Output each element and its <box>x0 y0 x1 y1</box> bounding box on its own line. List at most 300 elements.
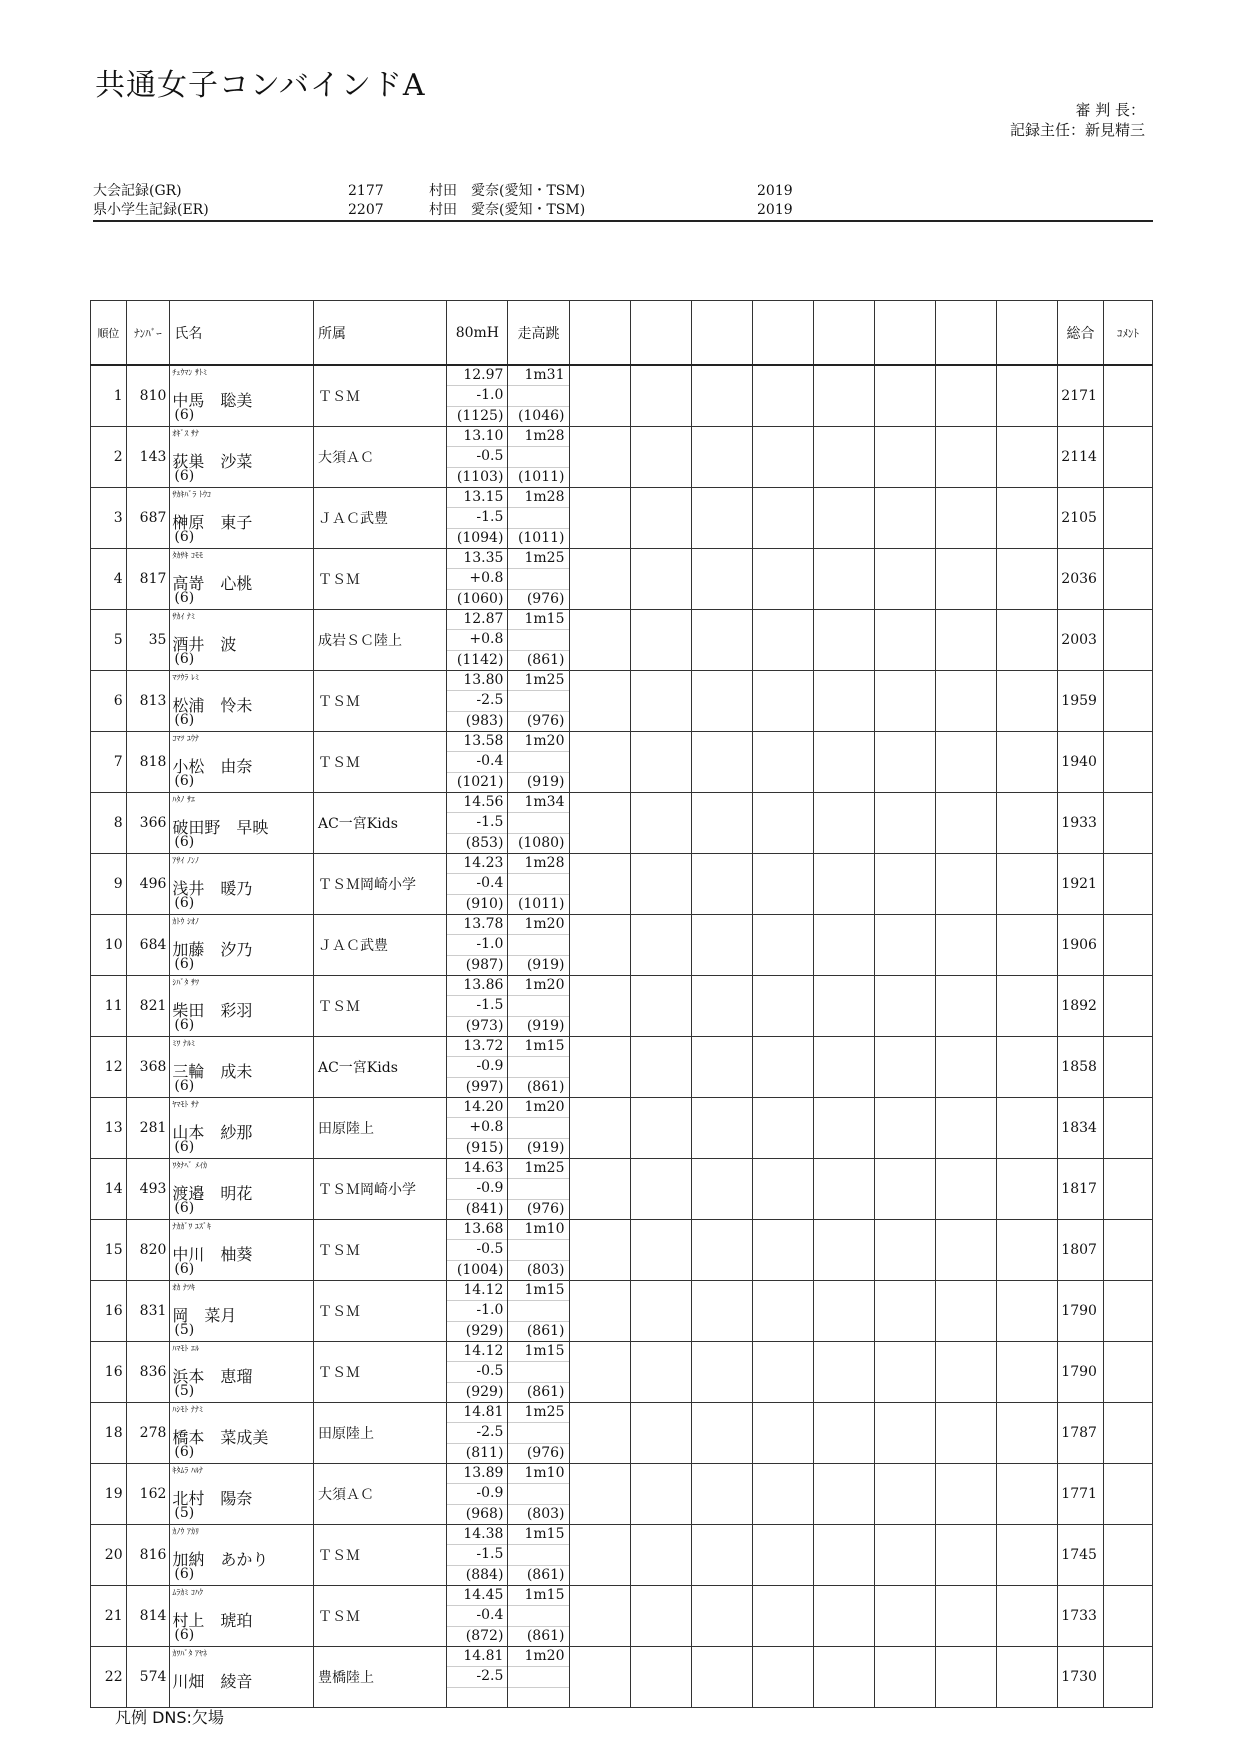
empty-event-cell <box>997 976 1058 1037</box>
high-jump-mark: 1m25 <box>524 1160 565 1176</box>
empty-event-cell <box>630 732 691 793</box>
total-score-cell: 1858 <box>1058 1037 1104 1098</box>
athlete-kana: ﾅｶｶﾞﾜ ﾕｽﾞｷ <box>172 1222 211 1231</box>
table-row <box>91 427 1153 488</box>
empty-event-cell <box>752 671 813 732</box>
athlete-cell <box>170 671 314 732</box>
athlete-grade: (6) <box>174 773 195 789</box>
record-holder: 村田 愛奈(愛知・TSM) <box>429 202 586 218</box>
empty-event-cell <box>630 1037 691 1098</box>
total-score-cell: 1940 <box>1058 732 1104 793</box>
high-jump-mark: 1m20 <box>524 1099 565 1115</box>
high-jump-blank <box>508 812 568 832</box>
empty-event-cell <box>935 976 996 1037</box>
high-jump-points: (1011) <box>508 528 568 548</box>
header-name: 氏名 <box>170 301 314 366</box>
empty-event-cell <box>752 1464 813 1525</box>
record-year: 2019 <box>757 202 793 218</box>
hurdles-time: 12.87 <box>463 611 504 627</box>
high-jump-cell <box>508 671 569 732</box>
total-score-cell: 2036 <box>1058 549 1104 610</box>
empty-event-cell <box>935 1220 996 1281</box>
bib-number-cell: 820 <box>126 1220 170 1281</box>
athlete-cell <box>170 1159 314 1220</box>
affiliation-cell: 豊橋陸上 <box>313 1647 446 1708</box>
high-jump-points: (861) <box>508 1565 568 1585</box>
athlete-kana: ｻｶｷﾊﾞﾗ ﾄｳｺ <box>172 490 211 499</box>
comment-cell <box>1103 1403 1152 1464</box>
athlete-cell <box>170 793 314 854</box>
hurdles-time: 14.20 <box>463 1099 504 1115</box>
empty-event-cell <box>630 1525 691 1586</box>
empty-event-cell <box>997 610 1058 671</box>
athlete-kana: ｶﾜﾊﾞﾀ ｱﾔﾈ <box>172 1649 207 1658</box>
hurdles-wind: -0.9 <box>447 1483 507 1503</box>
athlete-cell <box>170 1525 314 1586</box>
high-jump-mark: 1m34 <box>524 794 565 810</box>
bib-number-cell: 162 <box>126 1464 170 1525</box>
comment-cell <box>1103 1281 1152 1342</box>
athlete-cell <box>170 1037 314 1098</box>
hurdles-time: 14.81 <box>463 1404 504 1420</box>
rank-cell: 15 <box>91 1220 127 1281</box>
affiliation-cell: ＪＡＣ武豊 <box>313 488 446 549</box>
empty-event-cell <box>752 976 813 1037</box>
bib-number-cell: 687 <box>126 488 170 549</box>
empty-event-cell <box>569 1037 630 1098</box>
hurdles-points: (811) <box>447 1443 507 1463</box>
hurdles-points: (1060) <box>447 589 507 609</box>
high-jump-cell <box>508 610 569 671</box>
high-jump-cell <box>508 732 569 793</box>
athlete-name: 榊原 東子 <box>172 513 253 532</box>
high-jump-cell <box>508 1586 569 1647</box>
hurdles-wind: -0.4 <box>447 1605 507 1625</box>
empty-event-cell <box>813 1159 874 1220</box>
athlete-grade: (6) <box>174 468 195 484</box>
header-high-jump: 走高跳 <box>508 301 569 366</box>
athlete-cell <box>170 488 314 549</box>
empty-event-cell <box>569 1159 630 1220</box>
legend: 凡例 DNS:欠場 <box>115 1708 224 1727</box>
athlete-cell <box>170 854 314 915</box>
bib-number-cell: 366 <box>126 793 170 854</box>
empty-event-cell <box>874 1037 935 1098</box>
rank-cell: 1 <box>91 365 127 427</box>
hurdles-points: (884) <box>447 1565 507 1585</box>
empty-event-cell <box>874 488 935 549</box>
athlete-cell <box>170 1647 314 1708</box>
high-jump-mark: 1m15 <box>524 1343 565 1359</box>
affiliation-cell: ＴＳＭ <box>313 976 446 1037</box>
empty-event-cell <box>691 1159 752 1220</box>
empty-event-cell <box>630 1586 691 1647</box>
rank-cell: 9 <box>91 854 127 915</box>
hurdles-cell <box>447 1159 508 1220</box>
rank-cell: 18 <box>91 1403 127 1464</box>
comment-cell <box>1103 1159 1152 1220</box>
empty-event-cell <box>691 1464 752 1525</box>
high-jump-cell <box>508 915 569 976</box>
high-jump-points: (919) <box>508 955 568 975</box>
hurdles-wind: -0.5 <box>447 1239 507 1259</box>
affiliation-cell: ＴＳＭ <box>313 1220 446 1281</box>
rank-cell: 10 <box>91 915 127 976</box>
empty-event-cell <box>691 1525 752 1586</box>
athlete-name: 浜本 恵瑠 <box>172 1367 253 1386</box>
empty-event-cell <box>874 671 935 732</box>
high-jump-blank <box>508 690 568 710</box>
empty-event-cell <box>630 1220 691 1281</box>
empty-event-cell <box>569 793 630 854</box>
table-row <box>91 1464 1153 1525</box>
empty-event-cell <box>997 1037 1058 1098</box>
empty-event-cell <box>997 1098 1058 1159</box>
bib-number-cell: 818 <box>126 732 170 793</box>
athlete-grade: (5) <box>174 1383 195 1399</box>
empty-event-cell <box>569 1586 630 1647</box>
empty-event-cell <box>569 732 630 793</box>
empty-event-cell <box>874 1647 935 1708</box>
empty-event-cell <box>569 1403 630 1464</box>
high-jump-blank <box>508 1300 568 1320</box>
hurdles-time: 14.38 <box>463 1526 504 1542</box>
hurdles-time: 14.63 <box>463 1160 504 1176</box>
empty-event-cell <box>569 915 630 976</box>
total-score-cell: 2105 <box>1058 488 1104 549</box>
athlete-grade: (6) <box>174 956 195 972</box>
total-score-cell: 1933 <box>1058 793 1104 854</box>
table-row <box>91 365 1153 427</box>
hurdles-wind: -1.0 <box>447 385 507 405</box>
athlete-grade: (6) <box>174 712 195 728</box>
table-row <box>91 1098 1153 1159</box>
empty-event-cell <box>691 1220 752 1281</box>
high-jump-mark: 1m20 <box>524 733 565 749</box>
header-affiliation: 所属 <box>313 301 446 366</box>
empty-event-cell <box>691 854 752 915</box>
total-score-cell: 1807 <box>1058 1220 1104 1281</box>
athlete-kana: ｶﾉｳ ｱｶﾘ <box>172 1527 199 1536</box>
athlete-cell <box>170 976 314 1037</box>
table-row <box>91 1220 1153 1281</box>
affiliation-cell: ＴＳＭ <box>313 1525 446 1586</box>
empty-event-cell <box>630 1159 691 1220</box>
athlete-cell <box>170 1464 314 1525</box>
total-score-cell: 1906 <box>1058 915 1104 976</box>
affiliation-cell: 成岩ＳＣ陸上 <box>313 610 446 671</box>
comment-cell <box>1103 1464 1152 1525</box>
empty-event-cell <box>935 915 996 976</box>
empty-event-cell <box>935 1464 996 1525</box>
records-divider <box>93 220 1153 222</box>
total-score-cell: 1733 <box>1058 1586 1104 1647</box>
total-score-cell: 1817 <box>1058 1159 1104 1220</box>
hurdles-cell <box>447 1342 508 1403</box>
athlete-kana: ﾊﾀﾉ ｻｴ <box>172 795 195 804</box>
empty-event-cell <box>997 793 1058 854</box>
table-row <box>91 793 1153 854</box>
athlete-name: 破田野 早映 <box>172 818 269 837</box>
total-score-cell: 1959 <box>1058 671 1104 732</box>
athlete-grade: (6) <box>174 834 195 850</box>
comment-cell <box>1103 610 1152 671</box>
athlete-name: 山本 紗那 <box>172 1123 253 1142</box>
high-jump-cell <box>508 976 569 1037</box>
empty-event-cell <box>752 1342 813 1403</box>
athlete-kana: ﾑﾗｶﾐ ｺﾊｸ <box>172 1588 203 1597</box>
athlete-name: 渡邉 明花 <box>172 1184 253 1203</box>
athlete-grade: (6) <box>174 529 195 545</box>
table-row <box>91 549 1153 610</box>
high-jump-mark: 1m28 <box>524 428 565 444</box>
comment-cell <box>1103 488 1152 549</box>
hurdles-wind: -1.5 <box>447 1544 507 1564</box>
bib-number-cell: 143 <box>126 427 170 488</box>
high-jump-mark: 1m28 <box>524 855 565 871</box>
empty-event-cell <box>569 427 630 488</box>
athlete-cell <box>170 915 314 976</box>
empty-event-cell <box>874 1281 935 1342</box>
affiliation-cell: ＴＳＭ岡崎小学 <box>313 1159 446 1220</box>
hurdles-cell <box>447 488 508 549</box>
athlete-kana: ﾜﾀﾅﾍﾞ ﾒｲｶ <box>172 1161 207 1170</box>
high-jump-mark: 1m15 <box>524 611 565 627</box>
high-jump-mark: 1m10 <box>524 1221 565 1237</box>
page-title: 共通女子コンバインドA <box>95 68 426 103</box>
empty-event-cell <box>752 488 813 549</box>
header-empty <box>813 301 874 366</box>
hurdles-points: (983) <box>447 711 507 731</box>
hurdles-wind: -1.5 <box>447 995 507 1015</box>
high-jump-points: (1011) <box>508 467 568 487</box>
empty-event-cell <box>813 671 874 732</box>
athlete-name: 川畑 綾音 <box>172 1672 253 1691</box>
hurdles-time: 14.12 <box>463 1343 504 1359</box>
empty-event-cell <box>997 549 1058 610</box>
rank-cell: 21 <box>91 1586 127 1647</box>
bib-number-cell: 368 <box>126 1037 170 1098</box>
hurdles-wind: -1.0 <box>447 1300 507 1320</box>
hurdles-wind: -0.4 <box>447 751 507 771</box>
high-jump-blank <box>508 1605 568 1625</box>
athlete-cell <box>170 1342 314 1403</box>
empty-event-cell <box>569 1098 630 1159</box>
empty-event-cell <box>691 427 752 488</box>
athlete-kana: ﾁｭｳﾏﾝ ｻﾄﾐ <box>172 368 207 377</box>
hurdles-wind: -0.9 <box>447 1178 507 1198</box>
record-score: 2177 <box>348 183 384 199</box>
athlete-kana: ｼﾊﾞﾀ ｻﾜ <box>172 978 199 987</box>
hurdles-time: 14.12 <box>463 1282 504 1298</box>
total-score-cell: 1892 <box>1058 976 1104 1037</box>
hurdles-points: (929) <box>447 1382 507 1402</box>
high-jump-points: (861) <box>508 1321 568 1341</box>
empty-event-cell <box>813 549 874 610</box>
empty-event-cell <box>997 1464 1058 1525</box>
total-score-cell: 1834 <box>1058 1098 1104 1159</box>
recorder-label: 記録主任：新見精三 <box>1009 121 1145 139</box>
athlete-kana: ﾊｼﾓﾄ ﾅﾅﾐ <box>172 1405 203 1414</box>
total-score-cell: 1745 <box>1058 1525 1104 1586</box>
hurdles-wind: -2.5 <box>447 1422 507 1442</box>
high-jump-cell <box>508 1159 569 1220</box>
empty-event-cell <box>813 1098 874 1159</box>
empty-event-cell <box>935 671 996 732</box>
hurdles-points: (987) <box>447 955 507 975</box>
empty-event-cell <box>874 1098 935 1159</box>
hurdles-cell <box>447 1464 508 1525</box>
empty-event-cell <box>874 915 935 976</box>
rank-cell: 13 <box>91 1098 127 1159</box>
hurdles-time: 14.81 <box>463 1648 504 1664</box>
affiliation-cell: ＴＳＭ <box>313 365 446 427</box>
comment-cell <box>1103 549 1152 610</box>
empty-event-cell <box>569 671 630 732</box>
record-year: 2019 <box>757 183 793 199</box>
high-jump-points: (919) <box>508 1016 568 1036</box>
empty-event-cell <box>630 915 691 976</box>
empty-event-cell <box>691 1037 752 1098</box>
empty-event-cell <box>997 1525 1058 1586</box>
bib-number-cell: 817 <box>126 549 170 610</box>
rank-cell: 6 <box>91 671 127 732</box>
athlete-cell <box>170 1586 314 1647</box>
athlete-grade: (6) <box>174 407 195 423</box>
empty-event-cell <box>935 854 996 915</box>
high-jump-cell <box>508 488 569 549</box>
high-jump-points: (1080) <box>508 833 568 853</box>
athlete-kana: ﾏﾂｳﾗ ﾚﾐ <box>172 673 199 682</box>
total-score-cell: 1771 <box>1058 1464 1104 1525</box>
high-jump-blank <box>508 1117 568 1137</box>
high-jump-blank <box>508 1361 568 1381</box>
high-jump-points: (1011) <box>508 894 568 914</box>
empty-event-cell <box>630 1098 691 1159</box>
record-row <box>93 201 1153 220</box>
empty-event-cell <box>935 1098 996 1159</box>
high-jump-cell <box>508 854 569 915</box>
athlete-cell <box>170 1220 314 1281</box>
high-jump-points: (976) <box>508 711 568 731</box>
empty-event-cell <box>935 1159 996 1220</box>
empty-event-cell <box>874 1342 935 1403</box>
high-jump-mark: 1m20 <box>524 916 565 932</box>
hurdles-time: 13.15 <box>463 489 504 505</box>
empty-event-cell <box>813 365 874 427</box>
bib-number-cell: 836 <box>126 1342 170 1403</box>
high-jump-cell <box>508 1647 569 1708</box>
hurdles-wind: +0.8 <box>447 629 507 649</box>
athlete-kana: ﾊﾏﾓﾄ ｴﾙ <box>172 1344 199 1353</box>
empty-event-cell <box>874 365 935 427</box>
bib-number-cell: 281 <box>126 1098 170 1159</box>
empty-event-cell <box>935 610 996 671</box>
comment-cell <box>1103 793 1152 854</box>
athlete-grade: (6) <box>174 1261 195 1277</box>
header-empty <box>997 301 1058 366</box>
hurdles-wind: -0.5 <box>447 446 507 466</box>
empty-event-cell <box>691 549 752 610</box>
high-jump-cell <box>508 1098 569 1159</box>
empty-event-cell <box>569 549 630 610</box>
hurdles-points: (973) <box>447 1016 507 1036</box>
table-row <box>91 976 1153 1037</box>
rank-cell: 14 <box>91 1159 127 1220</box>
empty-event-cell <box>630 610 691 671</box>
rank-cell: 4 <box>91 549 127 610</box>
empty-event-cell <box>630 365 691 427</box>
results-table <box>90 300 1153 1708</box>
high-jump-mark: 1m25 <box>524 550 565 566</box>
empty-event-cell <box>935 1281 996 1342</box>
empty-event-cell <box>874 854 935 915</box>
hurdles-time: 13.68 <box>463 1221 504 1237</box>
empty-event-cell <box>569 488 630 549</box>
athlete-kana: ｷﾀﾑﾗ ﾊﾙﾅ <box>172 1466 203 1475</box>
hurdles-cell <box>447 549 508 610</box>
hurdles-points: (929) <box>447 1321 507 1341</box>
bib-number-cell: 821 <box>126 976 170 1037</box>
header-empty <box>691 301 752 366</box>
empty-event-cell <box>997 1281 1058 1342</box>
hurdles-cell <box>447 854 508 915</box>
empty-event-cell <box>997 1159 1058 1220</box>
empty-event-cell <box>691 915 752 976</box>
rank-cell: 16 <box>91 1342 127 1403</box>
athlete-name: 村上 琥珀 <box>172 1611 253 1630</box>
record-row <box>93 182 1153 201</box>
athlete-grade: (6) <box>174 590 195 606</box>
comment-cell <box>1103 915 1152 976</box>
athlete-kana: ｶﾄｳ ｼｵﾉ <box>172 917 199 926</box>
hurdles-wind: -0.5 <box>447 1361 507 1381</box>
total-score-cell: 2114 <box>1058 427 1104 488</box>
hurdles-time: 14.56 <box>463 794 504 810</box>
athlete-cell <box>170 1281 314 1342</box>
hurdles-cell <box>447 1403 508 1464</box>
rank-cell: 16 <box>91 1281 127 1342</box>
high-jump-mark: 1m25 <box>524 672 565 688</box>
table-row <box>91 1342 1153 1403</box>
high-jump-points: (919) <box>508 1138 568 1158</box>
high-jump-points <box>508 1687 568 1707</box>
bib-number-cell: 35 <box>126 610 170 671</box>
empty-event-cell <box>874 549 935 610</box>
empty-event-cell <box>997 1403 1058 1464</box>
high-jump-points: (1046) <box>508 406 568 426</box>
comment-cell <box>1103 365 1152 427</box>
empty-event-cell <box>813 427 874 488</box>
header-empty <box>935 301 996 366</box>
empty-event-cell <box>691 732 752 793</box>
empty-event-cell <box>997 1586 1058 1647</box>
affiliation-cell: ＴＳＭ岡崎小学 <box>313 854 446 915</box>
empty-event-cell <box>997 671 1058 732</box>
affiliation-cell: ＴＳＭ <box>313 1281 446 1342</box>
athlete-grade: (6) <box>174 1078 195 1094</box>
hurdles-points: (841) <box>447 1199 507 1219</box>
table-row <box>91 671 1153 732</box>
empty-event-cell <box>569 1342 630 1403</box>
affiliation-cell: 大須ＡＣ <box>313 1464 446 1525</box>
athlete-grade: (6) <box>174 1017 195 1033</box>
hurdles-points: (1094) <box>447 528 507 548</box>
high-jump-mark: 1m10 <box>524 1465 565 1481</box>
empty-event-cell <box>630 427 691 488</box>
hurdles-cell <box>447 732 508 793</box>
high-jump-points: (803) <box>508 1260 568 1280</box>
